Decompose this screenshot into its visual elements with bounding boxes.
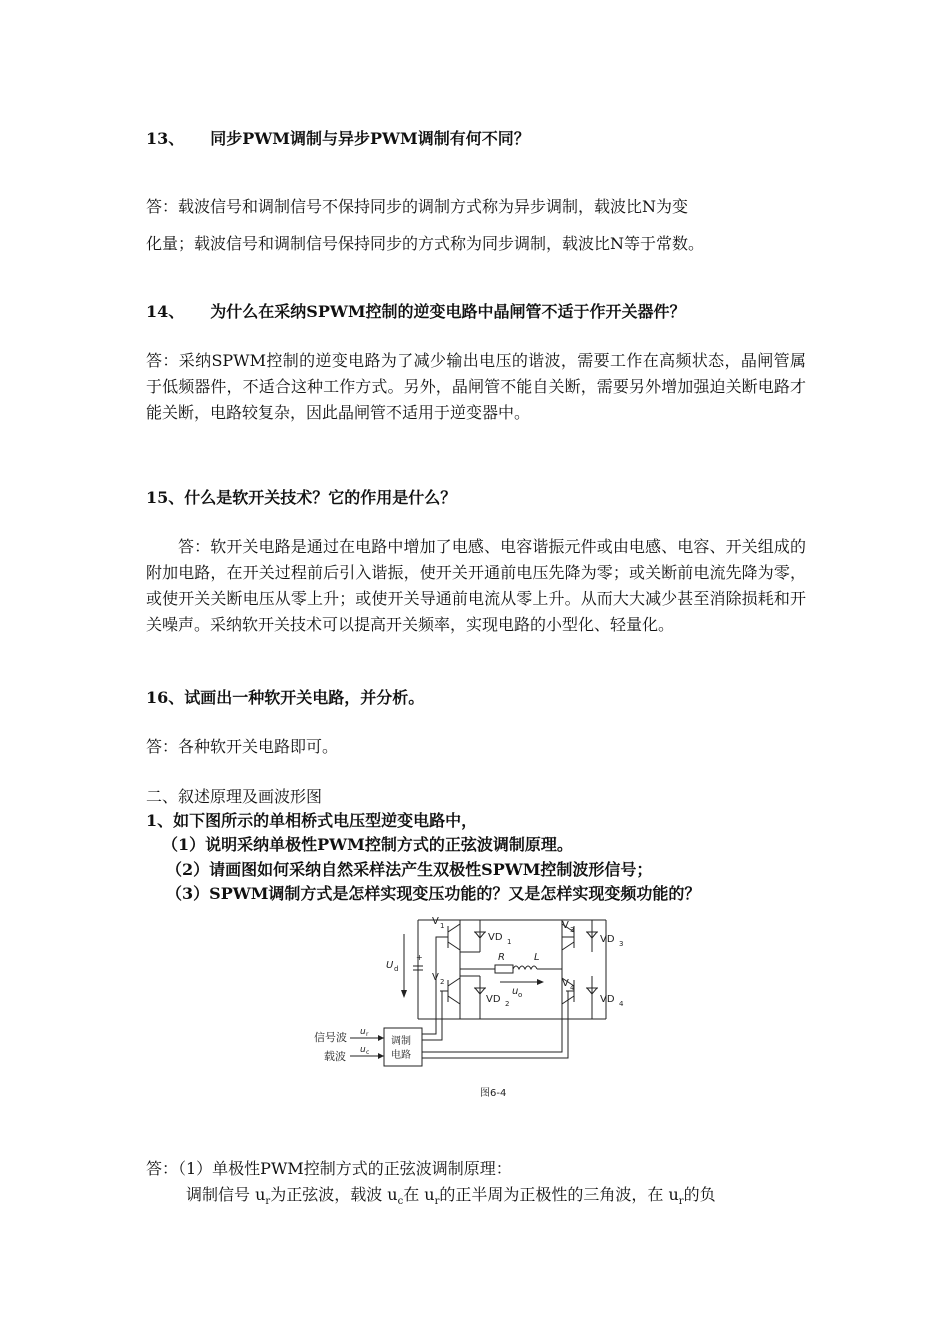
section-heading: 二、叙述原理及画波形图 — [146, 787, 323, 806]
answer-13-line-1: 答：载波信号和调制信号不保持同步的调制方式称为异步调制，载波比N为变 — [146, 197, 689, 216]
sub-question-1: （1）说明采纳单极性PWM控制方式的正弦波调制原理。 — [162, 835, 573, 854]
answer-15: 答：软开关电路是通过在电路中增加了电感、电容谐振元件或由电感、电容、开关组成的附加电路，在开关过程前后引入谐振，使开关开通前电压先降为零；或关断前电流先降为零，或使开关关断电压从零上升；或使开关导通前电流从零上升。从而大大减少甚至消除损耗和开关噪声。采纳软开关技术可以提高开关频率，实现电路的小型化、轻量化。 — [146, 537, 806, 634]
section-question-1: 1、如下图所示的单相桥式电压型逆变电路中， — [146, 811, 478, 830]
vd3-sub: 3 — [619, 940, 624, 948]
v4-sub: 4 — [570, 984, 575, 992]
v4-label: V — [562, 978, 569, 989]
vd4-label: VD — [600, 994, 615, 1005]
answer-line-2 — [186, 1182, 846, 1215]
signal-wave-label: 信号波 — [314, 1031, 347, 1044]
question-16: 16、试画出一种软开关电路，并分析。 — [146, 688, 425, 707]
question-13 — [146, 126, 806, 152]
plus-sign: + — [416, 953, 423, 962]
answer-16: 答：各种软开关电路即可。 — [146, 737, 339, 756]
ud-sub: d — [394, 965, 399, 973]
question-title: 同步PWM调制与异步PWM调制有何不同？ — [210, 129, 530, 148]
vd1-label: VD — [488, 932, 503, 943]
text-segment: 的正半周为正极性的三角波，在 u — [439, 1185, 679, 1204]
l-label: L — [534, 952, 540, 963]
v3-sub: 3 — [570, 926, 575, 934]
carrier-wave-label: 载波 — [324, 1050, 346, 1063]
figure-caption: 图6-4 — [480, 1088, 507, 1099]
vd1-sub: 1 — [507, 938, 512, 946]
uo-sub: o — [518, 991, 523, 999]
subscript: r — [678, 1196, 684, 1208]
answer-14: 答：采纳SPWM控制的逆变电路为了减少输出电压的谐波，需要工作在高频状态，晶闸管属于低频器件，不适合这种工作方式。另外，晶闸管不能自关断，需要另外增加强迫关断电路才能关断，电路较复杂，因此晶闸管不适用于逆变器中。 — [146, 351, 806, 422]
inverter-circuit-figure — [300, 906, 650, 1106]
uc-label: u — [360, 1045, 366, 1055]
answer-line-1: 答：（1）单极性PWM控制方式的正弦波调制原理： — [146, 1159, 512, 1178]
sub-question-2: （2）请画图如何采纳自然采样法产生双极性SPWM控制波形信号； — [166, 860, 653, 879]
modulation-label-1: 调制 — [391, 1036, 411, 1047]
question-number: 14、 — [146, 302, 185, 321]
v1-sub: 1 — [440, 922, 445, 930]
question-15: 15、什么是软开关技术？它的作用是什么？ — [146, 488, 457, 507]
vd2-label: VD — [486, 994, 501, 1005]
vd3-label: VD — [600, 934, 615, 945]
v1-label: V — [432, 916, 439, 927]
subscript: c — [397, 1196, 404, 1208]
v3-label: V — [562, 920, 569, 931]
ud-label: U — [386, 960, 394, 971]
vd2-sub: 2 — [505, 1000, 510, 1008]
v2-sub: 2 — [440, 978, 445, 986]
ur-sub: r — [366, 1031, 369, 1038]
answer-13-line-2: 化量；载波信号和调制信号保持同步的方式称为同步调制，载波比N等于常数。 — [146, 234, 705, 253]
subscript: r — [265, 1196, 271, 1208]
text-segment: 调制信号 u — [186, 1185, 266, 1204]
uc-sub: c — [366, 1049, 370, 1056]
question-title: 为什么在采纳SPWM控制的逆变电路中晶闸管不适于作开关器件？ — [210, 302, 686, 321]
modulation-label-2: 电路 — [391, 1050, 411, 1061]
r-label: R — [498, 952, 505, 963]
subscript: r — [434, 1196, 440, 1208]
question-number: 13、 — [146, 129, 185, 148]
question-14 — [146, 299, 806, 325]
sub-question-3: （3）SPWM调制方式是怎样实现变压功能的？又是怎样实现变频功能的？ — [166, 884, 701, 903]
text-segment: 在 u — [403, 1185, 435, 1204]
text-segment: 的负 — [683, 1185, 716, 1204]
ur-label: u — [360, 1027, 366, 1037]
uo-label: u — [512, 986, 519, 997]
v2-label: V — [432, 972, 439, 983]
text-segment: 为正弦波，载波 u — [270, 1185, 398, 1204]
vd4-sub: 4 — [619, 1000, 624, 1008]
